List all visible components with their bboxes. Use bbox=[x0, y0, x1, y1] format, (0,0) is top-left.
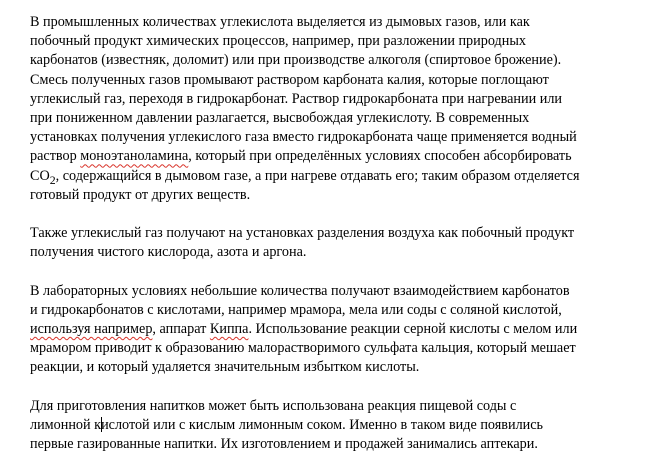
text-line bbox=[30, 147, 655, 166]
text-line: установках получения углекислого газа вместо гидрокарбоната чаще применяется водный bbox=[30, 129, 577, 146]
text-line bbox=[30, 320, 655, 339]
text-run: , который при определённых условиях способен абсорбировать bbox=[188, 148, 572, 165]
text-line bbox=[30, 167, 655, 186]
text-run: раствор bbox=[30, 148, 81, 165]
text-line: Смесь полученных газов промывают раствором карбоната калия, которые поглощают bbox=[30, 71, 549, 88]
text-line: карбонатов (известняк, доломит) или при производстве алкоголя (спиртовое брожение). bbox=[30, 52, 562, 69]
text-line: и гидрокарбонатов с кислотами, например мрамора, мела или соды с соляной кислотой, bbox=[30, 301, 562, 318]
paragraph-industrial-production bbox=[30, 13, 655, 205]
subscript: 2 bbox=[49, 172, 56, 187]
text-line bbox=[30, 416, 655, 435]
text-line: Для приготовления напитков может быть использована реакция пищевой соды с bbox=[30, 397, 517, 414]
text-line: первые газированные напитки. Их изготовлением и продажей занимались аптекари. bbox=[30, 436, 538, 453]
paragraph-air-separation bbox=[30, 224, 655, 262]
text-line: получения чистого кислорода, азота и аргона. bbox=[30, 244, 307, 261]
spellcheck-flagged-phrase[interactable]: используя например bbox=[30, 321, 153, 337]
text-run: ислотой или с кислым лимонным соком. Именно в таком виде появились bbox=[101, 416, 544, 433]
text-line: В промышленных количествах углекислота выделяется из дымовых газов, или как bbox=[30, 14, 530, 30]
text-run: , аппарат bbox=[152, 321, 210, 337]
paragraph-laboratory bbox=[30, 282, 655, 378]
text-line: при пониженном давлении разлагается, высвобождая углекислоту. В современных bbox=[30, 109, 530, 126]
spellcheck-flagged-word[interactable]: моноэтаноламина bbox=[80, 148, 189, 165]
text-run: , содержащийся в дымовом газе, а при нагреве отдавать его; таким образом отделяется bbox=[55, 167, 580, 184]
text-line: Также углекислый газ получают на установках разделения воздуха как побочный продукт bbox=[30, 225, 575, 242]
text-line: побочный продукт химических процессов, например, при разложении природных bbox=[30, 33, 526, 50]
text-run: . Использование реакции серной кислоты с мелом или bbox=[248, 321, 578, 337]
spellcheck-flagged-word[interactable]: Киппа bbox=[209, 321, 249, 337]
text-line: мрамором приводит к образованию малорастворимого сульфата кальция, который мешает bbox=[30, 340, 576, 357]
paragraph-beverages bbox=[30, 397, 655, 455]
text-run: лимонной к bbox=[30, 416, 102, 433]
text-line: готовый продукт от других веществ. bbox=[30, 186, 251, 203]
text-line: В лабораторных условиях небольшие количества получают взаимодействием карбонатов bbox=[30, 282, 570, 299]
text-line: реакции, и который удаляется значительным избытком кислоты. bbox=[30, 359, 420, 376]
text-run: CO bbox=[30, 167, 50, 184]
document-body[interactable] bbox=[30, 13, 655, 474]
text-line: углекислый газ, переходя в гидрокарбонат. Раствор гидрокарбоната при нагревании или bbox=[30, 90, 563, 107]
